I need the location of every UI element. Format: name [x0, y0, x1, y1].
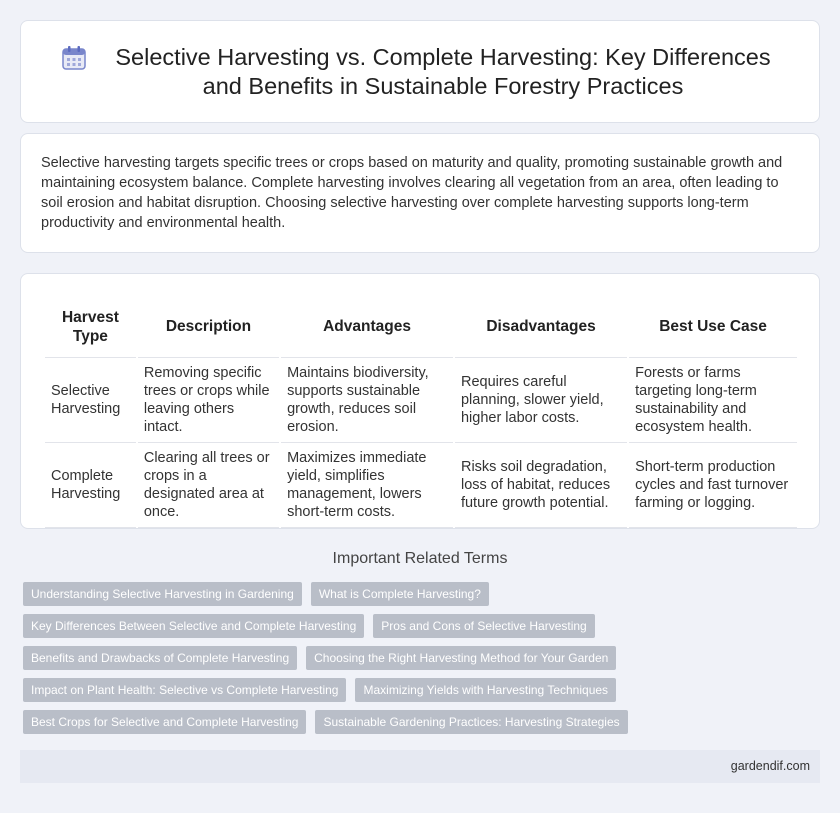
- table-row: [45, 358, 797, 443]
- table-cell: Clearing all trees or crops in a designated area at once.: [138, 443, 279, 528]
- column-header: Harvest Type: [45, 296, 136, 358]
- table-header-row: [45, 296, 797, 358]
- footer: [20, 750, 820, 783]
- related-term-link[interactable]: Key Differences Between Selective and Complete Harvesting: [23, 614, 364, 638]
- footer-site-link[interactable]: gardendif.com: [730, 759, 810, 773]
- header-card: [20, 20, 820, 123]
- table-cell: Requires careful planning, slower yield, higher labor costs.: [455, 358, 627, 443]
- column-header: Advantages: [281, 296, 453, 358]
- table-cell: Risks soil degradation, loss of habitat, reduces future growth potential.: [455, 443, 627, 528]
- comparison-table: [43, 296, 799, 528]
- related-terms-heading: Important Related Terms: [332, 550, 508, 567]
- related-term-link[interactable]: Impact on Plant Health: Selective vs Complete Harvesting: [23, 678, 346, 702]
- table-cell: Maximizes immediate yield, simplifies management, lowers short-term costs.: [281, 443, 453, 528]
- table-cell: Maintains biodiversity, supports sustainable growth, reduces soil erosion.: [281, 358, 453, 443]
- table-cell: Forests or farms targeting long-term sustainability and ecosystem health.: [629, 358, 797, 443]
- related-term-link[interactable]: Best Crops for Selective and Complete Harvesting: [23, 710, 306, 734]
- intro-card: [20, 133, 820, 253]
- related-term-link[interactable]: Choosing the Right Harvesting Method for Your Garden: [306, 646, 616, 670]
- table-cell: Short-term production cycles and fast turnover farming or logging.: [629, 443, 797, 528]
- table-row: [45, 443, 797, 528]
- related-terms-list: [23, 582, 823, 742]
- related-term-link[interactable]: Benefits and Drawbacks of Complete Harvesting: [23, 646, 297, 670]
- table-cell: Selective Harvesting: [45, 358, 136, 443]
- column-header: Best Use Case: [629, 296, 797, 358]
- calendar-icon: [61, 45, 87, 71]
- related-term-link[interactable]: Understanding Selective Harvesting in Gardening: [23, 582, 302, 606]
- related-term-link[interactable]: Pros and Cons of Selective Harvesting: [373, 614, 594, 638]
- related-term-link[interactable]: Maximizing Yields with Harvesting Techniques: [355, 678, 616, 702]
- table-cell: Complete Harvesting: [45, 443, 136, 528]
- page-title: Selective Harvesting vs. Complete Harvesting: Key Differences and Benefits in Sustainable Forestry Practices: [115, 43, 771, 99]
- intro-text: Selective harvesting targets specific trees or crops based on maturity and quality, promoting sustainable growth and maintaining ecosystem balance. Complete harvesting involves clearing all vegetation from an area, often leading to soil erosion and habitat disruption. Choosing selective harvesting over complete harvesting supports long-term productivity and environmental health.: [41, 155, 783, 231]
- table-cell: Removing specific trees or crops while leaving others intact.: [138, 358, 279, 443]
- comparison-table-card: [20, 273, 820, 529]
- column-header: Disadvantages: [455, 296, 627, 358]
- column-header: Description: [138, 296, 279, 358]
- related-term-link[interactable]: What is Complete Harvesting?: [311, 582, 489, 606]
- related-term-link[interactable]: Sustainable Gardening Practices: Harvesting Strategies: [315, 710, 627, 734]
